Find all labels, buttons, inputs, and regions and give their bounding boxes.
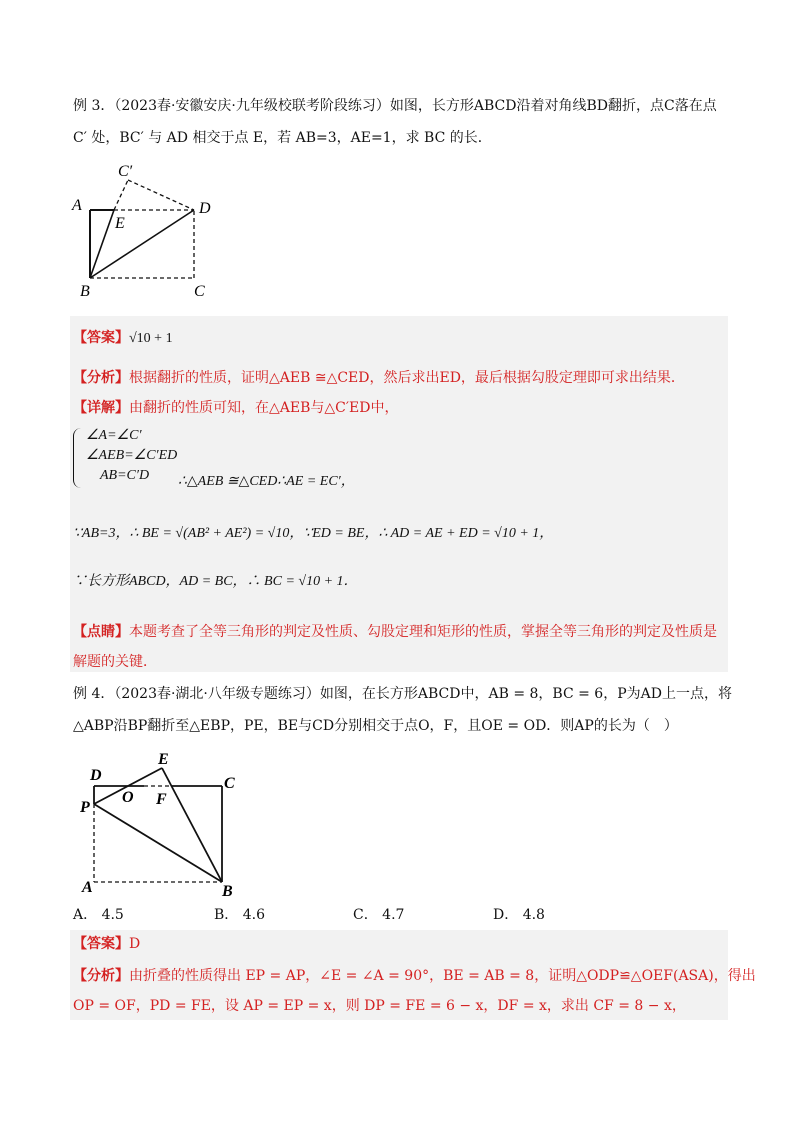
ex3-comment-text1: 本题考查了全等三角形的判定及性质、勾股定理和矩形的性质，掌握全等三角形的判定及性质是 — [129, 624, 717, 640]
ex4-analysis-line2: OP = OF，PD = FE，设 AP = EP = x，则 DP = FE = 6 − x，DF = x，求出 CF = 8 − x， — [73, 998, 686, 1014]
ex3-question-line2: C′ 处，BC′ 与 AD 相交于点 E，若 AB=3，AE=1，求 BC 的长． — [73, 130, 492, 146]
ex3-label-A: A — [72, 197, 82, 214]
ex3-answer-value: √10 + 1 — [129, 331, 173, 346]
ex4-option-a-value: 4.5 — [101, 907, 124, 923]
ex4-option-b-letter: B． — [214, 907, 239, 923]
ex3-detail — [73, 398, 399, 418]
ex4-answer-tag: 【答案】 — [73, 936, 129, 952]
ex3-seg-BD — [90, 210, 194, 278]
ex4-answer-value: D — [129, 936, 141, 952]
ex4-seg-PB — [94, 804, 222, 882]
ex3-figure — [66, 160, 226, 305]
ex4-label-E: E — [158, 751, 169, 768]
ex4-option-a[interactable] — [73, 904, 124, 924]
ex4-option-c-value: 4.7 — [382, 907, 405, 923]
ex4-seg-EB — [162, 768, 222, 882]
ex3-system-eq1: ∠A=∠C′ — [86, 428, 142, 443]
ex3-analysis-tag: 【分析】 — [73, 370, 129, 386]
ex3-label-Cp: C′ — [118, 163, 133, 180]
ex3-final: ∵长方形ABCD，AD = BC，∴ BC = √10 + 1． — [73, 574, 358, 589]
ex3-analysis-text: 根据翻折的性质，证明△AEB ≅△CED，然后求出ED，最后根据勾股定理即可求出结果． — [129, 370, 685, 386]
ex3-detail-tag: 【详解】 — [73, 400, 129, 416]
ex4-question-line1: 例 4．（2023春·湖北·八年级专题练习）如图，在长方形ABCD中，AB = 8，BC = 6，P为AD上一点，将 — [73, 686, 732, 702]
ex3-analysis — [73, 368, 685, 388]
ex4-label-B: B — [222, 883, 233, 898]
ex3-label-E: E — [115, 215, 125, 232]
ex3-label-C: C — [194, 283, 205, 300]
ex3-system-conclusion: ∴△AEB ≅△CED∴AE = EC′， — [178, 474, 355, 489]
ex3-comment-line2: 解题的关键． — [73, 654, 157, 670]
ex3-comment-line1 — [73, 622, 717, 642]
ex4-label-P: P — [80, 799, 90, 816]
ex3-seg-ECp — [114, 180, 128, 210]
ex3-system-brace — [73, 428, 82, 488]
ex3-system-eq3: AB=C′D — [100, 468, 150, 483]
ex4-analysis-line1 — [73, 966, 756, 986]
ex4-option-b[interactable] — [214, 904, 265, 924]
ex4-option-b-value: 4.6 — [242, 907, 266, 923]
ex4-label-O: O — [122, 789, 134, 806]
ex4-label-C: C — [224, 775, 235, 792]
ex4-option-c-letter: C． — [353, 907, 378, 923]
ex4-label-A: A — [82, 879, 93, 896]
ex3-label-B: B — [80, 283, 90, 300]
ex3-system-eq2: ∠AEB=∠C′ED — [86, 448, 178, 463]
ex3-label-D: D — [199, 200, 211, 217]
ex4-label-F: F — [156, 791, 167, 808]
ex3-question-line1: 例 3．（2023春·安徽安庆·九年级校联考阶段练习）如图，长方形ABCD沿着对角线BD翻折，点C落在点 — [73, 98, 717, 114]
ex4-option-d-letter: D． — [493, 907, 519, 923]
ex4-label-D: D — [90, 767, 102, 784]
ex3-detail-text: 由翻折的性质可知，在△AEB与△C′ED中， — [129, 400, 399, 416]
ex4-option-d-value: 4.8 — [522, 907, 545, 923]
ex4-figure — [74, 742, 254, 898]
ex4-option-c[interactable] — [353, 904, 404, 924]
ex4-answer — [73, 934, 140, 954]
ex4-analysis-tag: 【分析】 — [73, 968, 129, 984]
ex3-seg-BE — [90, 210, 114, 278]
ex4-option-a-letter: A． — [73, 907, 98, 923]
ex3-seg-CpD — [128, 180, 194, 210]
ex3-comment-tag: 【点睛】 — [73, 624, 129, 640]
ex4-question-line2: △ABP沿BP翻折至△EBP，PE，BE与CD分别相交于点O，F，且OE = OD．则AP的长为（ ） — [73, 718, 678, 734]
ex4-analysis-text1: 由折叠的性质得出 EP = AP，∠E = ∠A = 90°，BE = AB = 8，证明△ODP≌△OEF(ASA)，得出 — [129, 968, 756, 984]
ex3-answer — [73, 328, 173, 349]
ex4-option-d[interactable] — [493, 904, 545, 924]
ex3-answer-tag: 【答案】 — [73, 330, 129, 346]
ex3-calculation: ∵AB=3，∴ BE = √(AB² + AE²) = √10，∵ED = BE，∴ AD = AE + ED = √10 + 1， — [73, 526, 554, 541]
